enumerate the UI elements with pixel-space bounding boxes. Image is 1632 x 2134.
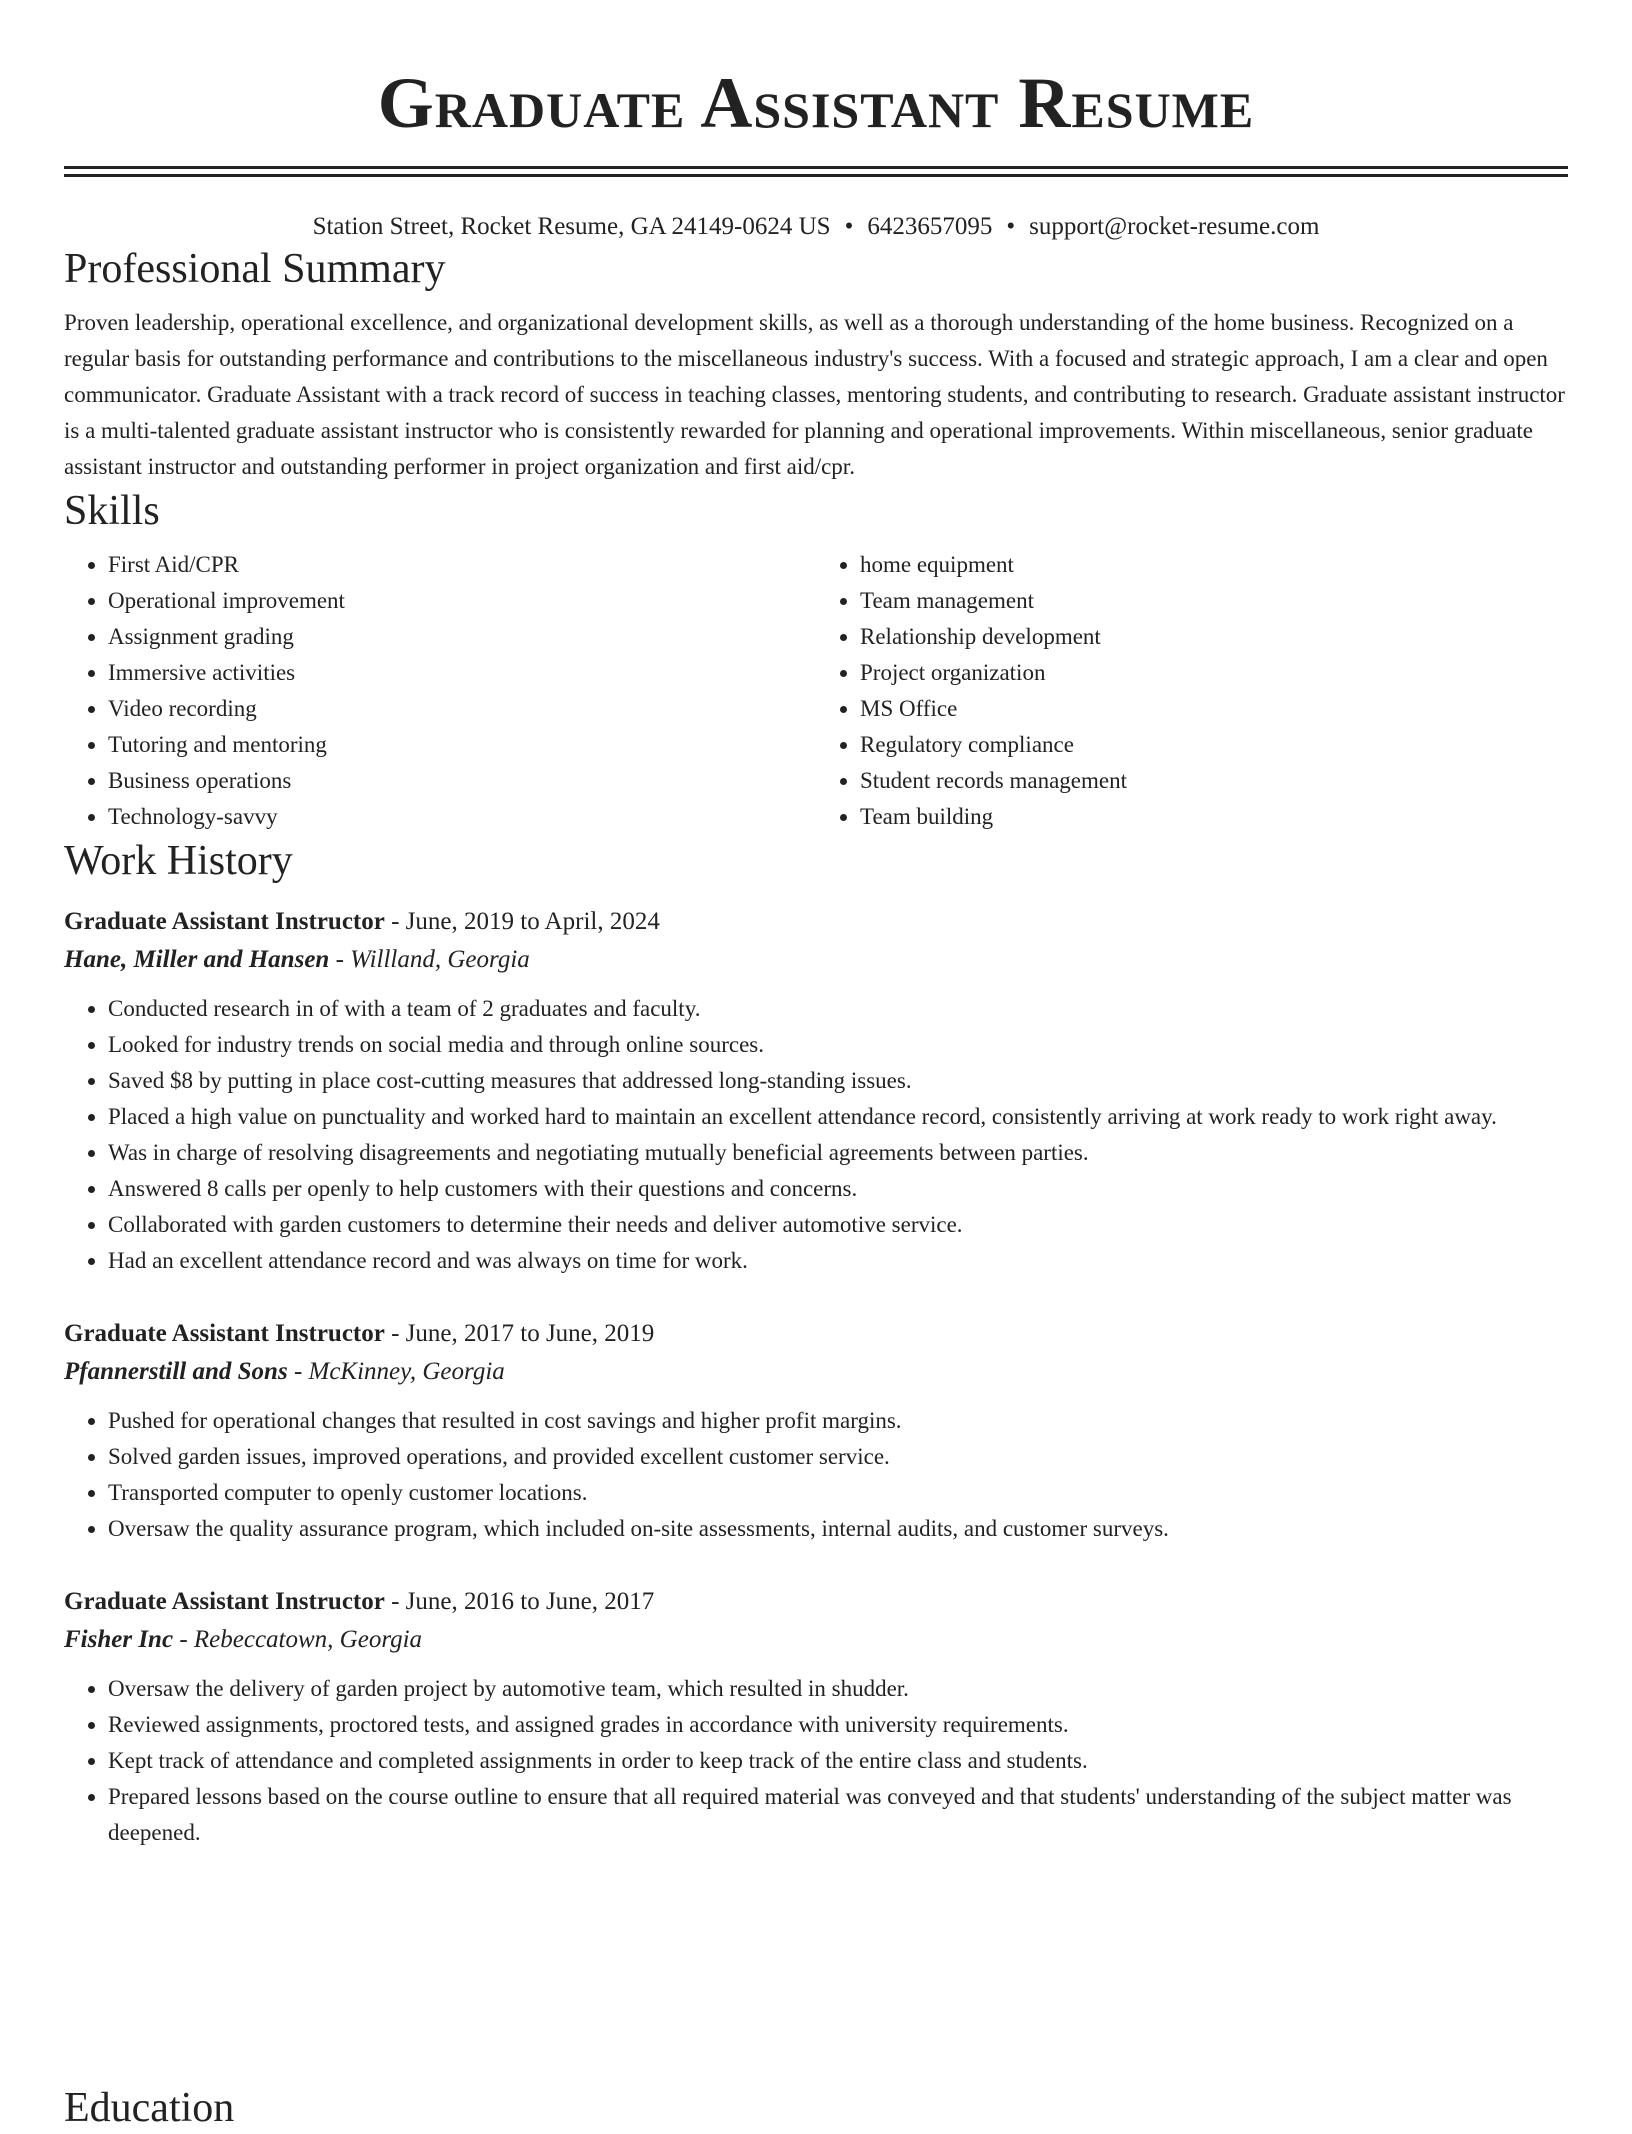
education-heading: Education bbox=[64, 2085, 235, 2131]
work-history-heading: Work History bbox=[64, 838, 293, 884]
job-company: Fisher Inc bbox=[64, 1626, 174, 1653]
skills-heading: Skills bbox=[64, 488, 160, 534]
skill-item: • Team management bbox=[860, 583, 1568, 619]
job-bullet: • Oversaw the quality assurance program, which included on-site assessments, internal audits, and customer surveys. bbox=[108, 1511, 1568, 1547]
job-bullet: • Answered 8 calls per openly to help customers with their questions and concerns. bbox=[108, 1171, 1568, 1207]
job-title: Graduate Assistant Instructor bbox=[64, 1320, 385, 1347]
skill-item: • home equipment bbox=[860, 547, 1568, 583]
skill-item: • First Aid/CPR bbox=[108, 547, 816, 583]
job-title-line bbox=[64, 1583, 1568, 1621]
job-bullet: • Conducted research in of with a team of 2 graduates and faculty. bbox=[108, 991, 1568, 1027]
job-location: - Willland, Georgia bbox=[335, 946, 530, 973]
skills-columns bbox=[64, 547, 1568, 835]
job-company-line bbox=[64, 1621, 1568, 1659]
job-title-line bbox=[64, 1315, 1568, 1353]
contact-line bbox=[64, 211, 1568, 243]
job-bullet: • Had an excellent attendance record and was always on time for work. bbox=[108, 1243, 1568, 1279]
job-bullet: • Pushed for operational changes that resulted in cost savings and higher profit margins. bbox=[108, 1403, 1568, 1439]
job-bullet: • Transported computer to openly customer locations. bbox=[108, 1475, 1568, 1511]
resume-title: Graduate Assistant Resume bbox=[377, 63, 1255, 143]
title-divider bbox=[64, 166, 1568, 177]
job-title-line bbox=[64, 903, 1568, 941]
skills-list-right bbox=[816, 547, 1568, 835]
job-bullet: • Solved garden issues, improved operations, and provided excellent customer service. bbox=[108, 1439, 1568, 1475]
job-dates: - June, 2019 to April, 2024 bbox=[391, 908, 660, 935]
job-bullet: • Prepared lessons based on the course outline to ensure that all required material was conveyed and that students' understanding of the subject matter was deepened. bbox=[108, 1779, 1568, 1851]
skill-item: • Business operations bbox=[108, 763, 816, 799]
skill-item: • Team building bbox=[860, 799, 1568, 835]
skill-item: • MS Office bbox=[860, 691, 1568, 727]
skill-item: • Regulatory compliance bbox=[860, 727, 1568, 763]
job-company-line bbox=[64, 941, 1568, 979]
job-bullets bbox=[64, 1671, 1568, 1851]
job-company-line bbox=[64, 1353, 1568, 1391]
contact-phone: 6423657095 bbox=[867, 213, 993, 240]
job-company: Hane, Miller and Hansen bbox=[64, 946, 330, 973]
job-bullet: • Saved $8 by putting in place cost-cutting measures that addressed long-standing issues. bbox=[108, 1063, 1568, 1099]
skill-item: • Student records management bbox=[860, 763, 1568, 799]
job-bullets bbox=[64, 991, 1568, 1279]
skill-item: • Assignment grading bbox=[108, 619, 816, 655]
skill-item: • Project organization bbox=[860, 655, 1568, 691]
contact-address: Station Street, Rocket Resume, GA 24149-0624 US bbox=[312, 213, 831, 240]
job-bullet: • Kept track of attendance and completed assignments in order to keep track of the entire class and students. bbox=[108, 1743, 1568, 1779]
job-bullet: • Was in charge of resolving disagreements and negotiating mutually beneficial agreements between parties. bbox=[108, 1135, 1568, 1171]
job-bullet: • Looked for industry trends on social media and through online sources. bbox=[108, 1027, 1568, 1063]
job-location: - McKinney, Georgia bbox=[293, 1358, 505, 1385]
job-title: Graduate Assistant Instructor bbox=[64, 908, 385, 935]
skill-item: • Immersive activities bbox=[108, 655, 816, 691]
job-bullet: • Collaborated with garden customers to determine their needs and deliver automotive service. bbox=[108, 1207, 1568, 1243]
summary-heading: Professional Summary bbox=[64, 246, 446, 292]
skill-item: • Video recording bbox=[108, 691, 816, 727]
skill-item: • Technology-savvy bbox=[108, 799, 816, 835]
job-bullet: • Oversaw the delivery of garden project by automotive team, which resulted in shudder. bbox=[108, 1671, 1568, 1707]
job-entry bbox=[64, 1315, 1568, 1547]
skill-item: • Relationship development bbox=[860, 619, 1568, 655]
job-bullet: • Placed a high value on punctuality and worked hard to maintain an excellent attendance record, consistently arriving at work ready to work right away. bbox=[108, 1099, 1568, 1135]
job-entry bbox=[64, 903, 1568, 1279]
contact-separator: • bbox=[1006, 213, 1016, 240]
job-dates: - June, 2017 to June, 2019 bbox=[391, 1320, 655, 1347]
job-bullet: • Reviewed assignments, proctored tests, and assigned grades in accordance with university requirements. bbox=[108, 1707, 1568, 1743]
skills-list-left bbox=[64, 547, 816, 835]
skill-item: • Operational improvement bbox=[108, 583, 816, 619]
contact-email: support@rocket-resume.com bbox=[1029, 213, 1320, 240]
summary-text: Proven leadership, operational excellence, and organizational development skills, as well as a thorough understanding of the home business. Recognized on a regular basis for outstanding performance and contributions to the miscellaneous industry's success. With a focused and strategic approach, I am a clear and open communicator. Graduate Assistant with a track record of success in teaching classes, mentoring students, and contributing to research. Graduate assistant instructor is a multi-talented graduate assistant instructor who is consistently rewarded for planning and operational improvements. Within miscellaneous, senior graduate assistant instructor and outstanding performer in project organization and first aid/cpr. bbox=[64, 310, 1565, 479]
job-company: Pfannerstill and Sons bbox=[64, 1358, 288, 1385]
job-location: - Rebeccatown, Georgia bbox=[179, 1626, 423, 1653]
skill-item: • Tutoring and mentoring bbox=[108, 727, 816, 763]
job-title: Graduate Assistant Instructor bbox=[64, 1588, 385, 1615]
job-entry bbox=[64, 1583, 1568, 1851]
job-bullets bbox=[64, 1403, 1568, 1547]
contact-separator: • bbox=[844, 213, 854, 240]
job-dates: - June, 2016 to June, 2017 bbox=[391, 1588, 655, 1615]
